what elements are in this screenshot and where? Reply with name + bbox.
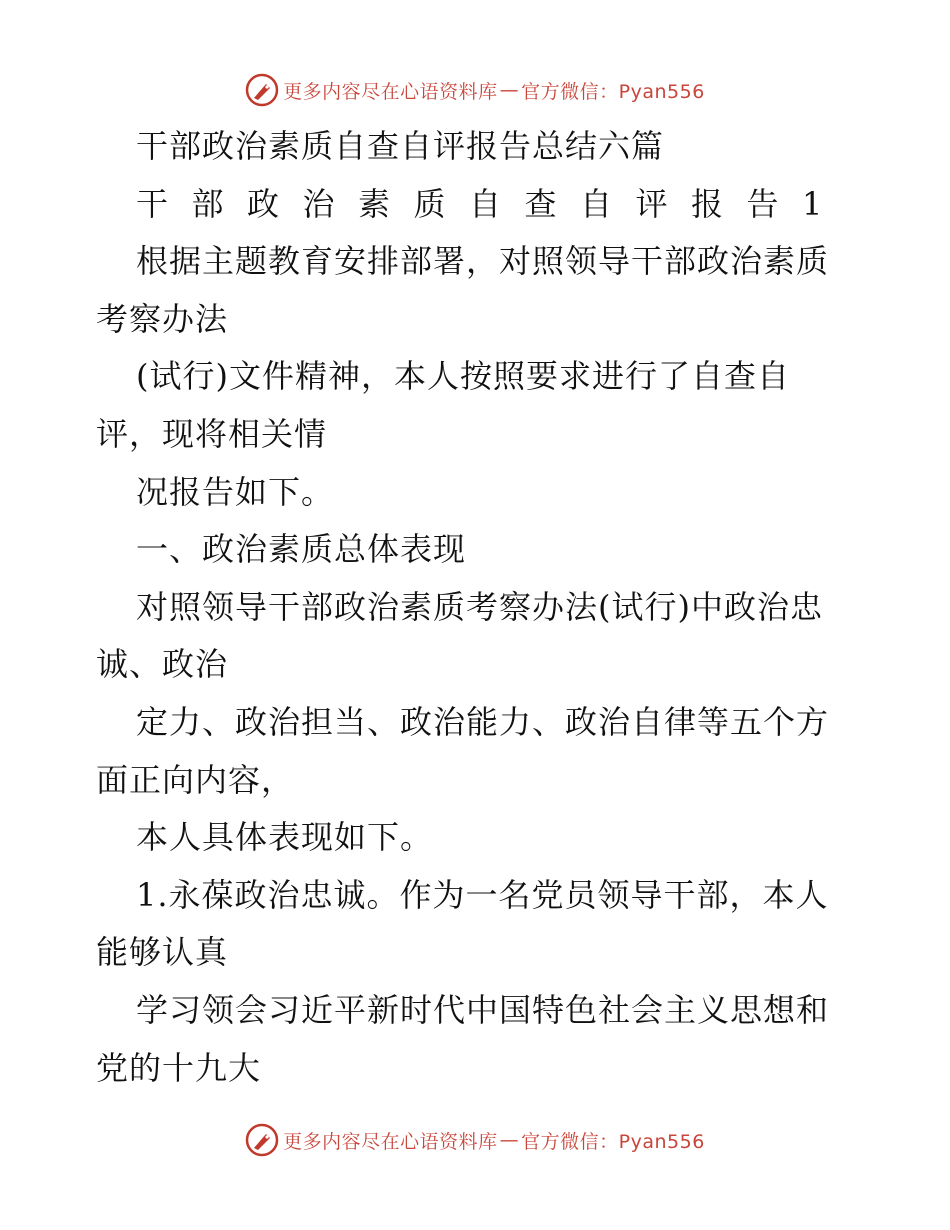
paragraph-line: 能够认真 xyxy=(96,933,229,972)
paragraph-line: 对照领导干部政治素质考察办法(试行)中政治忠 xyxy=(136,587,823,626)
paragraph-line: 本人具体表现如下。 xyxy=(136,818,434,857)
paragraph-line: 党的十九大 xyxy=(96,1048,262,1087)
watermark-site-text: 更多内容尽在心语资料库 xyxy=(283,80,498,103)
watermark-wechat-text: 官方微信：Pyan556 xyxy=(521,1130,705,1153)
paragraph-line: 1.永葆政治忠诚。作为一名党员领导干部，本人 xyxy=(136,875,829,914)
section-heading: 干部政治素质自查自评报告1 xyxy=(136,184,846,223)
paragraph-line: 考察办法 xyxy=(96,299,229,338)
document-title: 干部政治素质自查自评报告总结六篇 xyxy=(136,127,665,165)
pen-nib-logo-icon xyxy=(245,1123,279,1157)
paragraph-line: 况报告如下。 xyxy=(136,472,335,511)
watermark-header xyxy=(0,70,950,110)
paragraph-line: 诚、政治 xyxy=(96,645,229,684)
watermark-separator: — xyxy=(499,1129,520,1151)
watermark-site-text: 更多内容尽在心语资料库 xyxy=(283,1130,498,1153)
paragraph-line: 评，现将相关情 xyxy=(96,414,328,453)
watermark-wechat-text: 官方微信：Pyan556 xyxy=(521,80,705,103)
subsection-heading: 一、政治素质总体表现 xyxy=(136,530,467,569)
paragraph-line: 面正向内容， xyxy=(96,760,295,799)
paragraph-line: 定力、政治担当、政治能力、政治自律等五个方 xyxy=(136,702,830,741)
watermark-separator: — xyxy=(499,79,520,101)
paragraph-line: 学习领会习近平新时代中国特色社会主义思想和 xyxy=(136,990,830,1029)
watermark-footer xyxy=(0,1120,950,1160)
pen-nib-logo-icon xyxy=(245,73,279,107)
document-body xyxy=(96,118,866,1097)
paragraph-line: (试行)文件精神，本人按照要求进行了自查自 xyxy=(136,357,790,396)
paragraph-line: 根据主题教育安排部署，对照领导干部政治素质 xyxy=(136,242,830,281)
